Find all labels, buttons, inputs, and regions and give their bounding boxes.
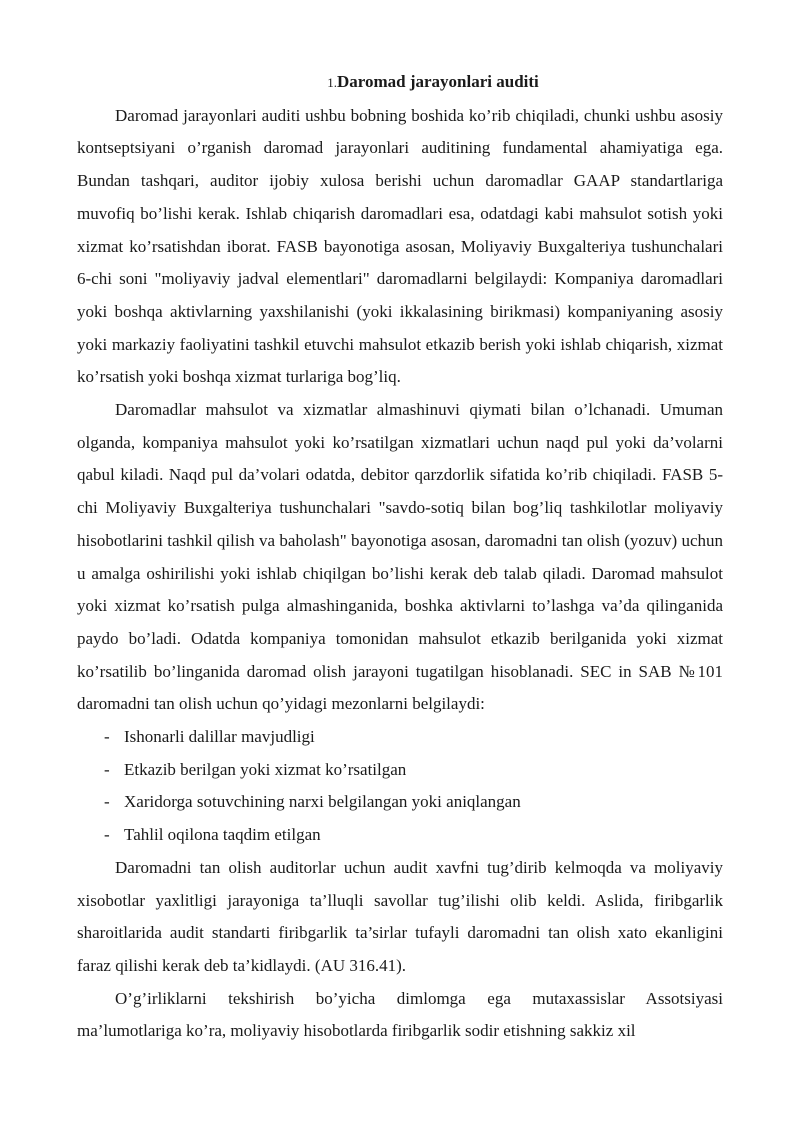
paragraph-audit-risk: Daromadni tan olish auditorlar uchun audit xavfni tug’dirib kelmoqda va moliyaviy xisobotlar yaxlitligi jarayoniga ta’lluqli savollar tug’ilishi olib keldi. Aslida, firibgarlik sharoitlarida audit standarti firibgarlik ta’sirlar tufayli daromadni tan olish xato ekanligini faraz qilishi kerak deb ta’kidlaydi. (AU 316.41). <box>77 857 723 975</box>
list-item <box>77 754 723 787</box>
list-item <box>77 819 723 852</box>
list-item <box>77 786 723 819</box>
list-item-text: Tahlil oqilona taqdim etilgan <box>124 825 321 845</box>
document-page <box>77 66 723 1048</box>
list-item-text: Etkazib berilgan yoki xizmat ko’rsatilgan <box>124 759 407 779</box>
paragraph-fraud-examiners: O’g’irliklarni tekshirish bo’yicha dimlomga ega mutaxassislar Assotsiyasi ma’lumotlariga ko’ra, moliyaviy hisobotlarda firibgarlik sodir etishning sakkiz xil <box>77 988 723 1041</box>
section-heading <box>77 66 723 100</box>
list-item-text: Ishonarli dalillar mavjudligi <box>124 727 315 747</box>
section-title: Daromad jarayonlari auditi <box>336 72 539 91</box>
list-dash: - <box>104 792 110 812</box>
list-item <box>77 721 723 754</box>
section-number: 1. <box>327 75 337 90</box>
list-item-text: Xaridorga sotuvchining narxi belgilangan yoki aniqlangan <box>124 792 521 812</box>
list-dash: - <box>104 825 110 845</box>
paragraph-intro: Daromad jarayonlari auditi ushbu bobning boshida ko’rib chiqiladi, chunki ushbu asosiy kontseptsiyani o’rganish daromad jarayonlari auditining fundamental ahamiyatiga ega. Bundan tashqari, auditor ijobiy xulosa berishi uchun daromadlar GAAP standartlariga muvofiq bo’lishi kerak. Ishlab chiqarish daromadlari esa, odatdagi kabi mahsulot sotish yoki xizmat ko’rsatishdan iborat. FASB bayonotiga asosan, Moliyaviy Buxgalteriya tushunchalari 6-chi soni "moliyaviy jadval elementlari" daromadlarni belgilaydi: Kompaniya daromadlari yoki boshqa aktivlarning yaxshilanishi (yoki ikkalasining birikmasi) kompaniyaning asosiy yoki markaziy faoliyatini tashkil etuvchi mahsulot etkazib berish yoki ishlab chiqarish, xizmat ko’rsatish yoki boshqa xizmat turlariga bog’liq. <box>77 105 723 387</box>
list-dash: - <box>104 727 110 747</box>
list-dash: - <box>104 759 110 779</box>
criteria-list <box>77 721 723 852</box>
paragraph-revenue-measurement: Daromadlar mahsulot va xizmatlar almashinuvi qiymati bilan o’lchanadi. Umuman olganda, kompaniya mahsulot yoki ko’rsatilgan xizmatlari uchun naqd pul yoki da’volarni qabul kiladi. Naqd pul da’volari odatda, debitor qarzdorlik sifatida ko’rib chiqiladi. FASB 5-chi Moliyaviy Buxgalteriya tushunchalari "savdo-sotiq bilan bog’liq tashkilotlar moliyaviy hisobotlarini tashkil qilish va baholash" bayonotiga asosan, daromadni tan olish (yozuv) uchun u amalga oshirilishi yoki ishlab chiqilgan bo’lishi kerak deb talab qiladi. Daromad mahsulot yoki xizmat ko’rsatish pulga almashinganida, boshka aktivlarni to’lashga va’da qilinganida paydo bo’ladi. Odatda kompaniya tomonidan mahsulot etkazib berilganida yoki xizmat ko’rsatilib bo’linganida daromad olish jarayoni tugatilgan hisoblanadi. SEC in SAB №101 daromadni tan olish uchun qo’yidagi mezonlarni belgilaydi: <box>77 400 723 714</box>
